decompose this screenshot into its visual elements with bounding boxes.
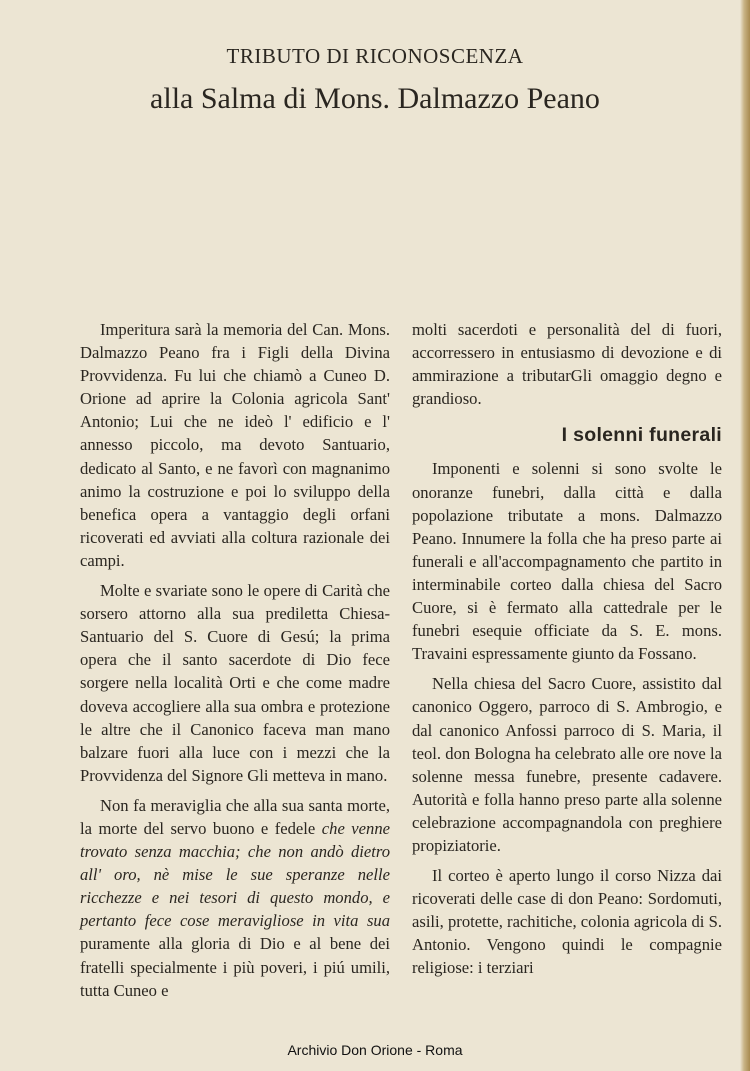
- left-column: [80, 318, 390, 1009]
- left-paragraph-3-start: Non fa meraviglia che alla sua santa morte, la morte del servo buono e fedele: [80, 795, 390, 838]
- left-paragraph-3: [80, 794, 390, 1002]
- right-paragraph-4: Il corteo è aperto lungo il corso Nizza dai ricoverati delle case di don Peano: Sordomuti, asili, protette, rachitiche, colonia agricola di S. Antonio. Vengono quindi le compagnie religiose: i terziari: [412, 866, 722, 978]
- right-column: [412, 318, 722, 987]
- left-paragraph-1: Imperitura sarà la memoria del Can. Mons. Dalmazzo Peano fra i Figli della Divina Provvidenza. Fu lui che chiamò a Cuneo D. Orione ad aprire la Colonia agricola Sant' Antonio; Lui che ne ideò l' edificio e l' annesso piccolo, ma devoto Santuario, dedicato al Santo, e ne favorì con magnanimo animo la costruzione e poi lo sviluppo della benefica opera a vantaggio degli orfani ricoverati ed avviati alla coltura razionale dei campi.: [80, 320, 390, 570]
- left-paragraph-2: Molte e svariate sono le opere di Carità che sorsero attorno alla sua prediletta Chiesa-Santuario del S. Cuore di Gesú; la prima opera che il santo sacerdote di Dio fece sorgere nella località Orti e che come madre doveva accogliere alla sua ombra e protezione le altre che il Canonico faceva man mano balzare fuori alla luce con i mezzi che la Provvidenza del Signore Gli metteva in mano.: [80, 581, 390, 785]
- article-title: alla Salma di Mons. Dalmazzo Peano: [150, 82, 600, 115]
- archive-footer: Archivio Don Orione - Roma: [287, 1042, 463, 1058]
- left-paragraph-3-end: puramente alla gloria di Dio e al bene dei fratelli specialmente i più poveri, i piú umili, tutta Cuneo e: [80, 934, 390, 1000]
- section-heading: I solenni funerali: [561, 424, 722, 447]
- right-paragraph-1: molti sacerdoti e personalità del di fuori, accorressero in entusiasmo di devozione e di ammirazione a tributarGli omaggio degno e grandioso.: [412, 320, 722, 409]
- page-edge: [740, 0, 750, 1071]
- right-paragraph-3: Nella chiesa del Sacro Cuore, assistito dal canonico Oggero, parroco di S. Ambrogio, e dal canonico Anfossi parroco di S. Maria, il teol. don Bologna ha celebrato alle ore nove la solenne messa funebre, presente cadavere. Autorità e folla hanno preso parte alla solenne celebrazione accompagnandola con preghiere propiziatorie.: [412, 674, 722, 855]
- right-paragraph-2: Imponenti e solenni si sono svolte le onoranze funebri, dalla città e dalla popolazione tributate a mons. Dalmazzo Peano. Innumere la folla che ha preso parte ai funerali e all'accompagnamento che partito in interminabile corteo dalla chiesa del Sacro Cuore, si è fermato alla cattedrale per le funebri esequie officiate da S. E. mons. Travaini espressamente giunto da Fossano.: [412, 459, 722, 664]
- article-supertitle: TRIBUTO DI RICONOSCENZA: [226, 44, 524, 68]
- left-paragraph-3-quote: che venne trovato senza macchia; che non andò dietro all' oro, nè mise le sue speranze nelle ricchezze e nei tesori di questo mondo, e pertanto fece cose meravigliose in vita sua: [80, 818, 390, 931]
